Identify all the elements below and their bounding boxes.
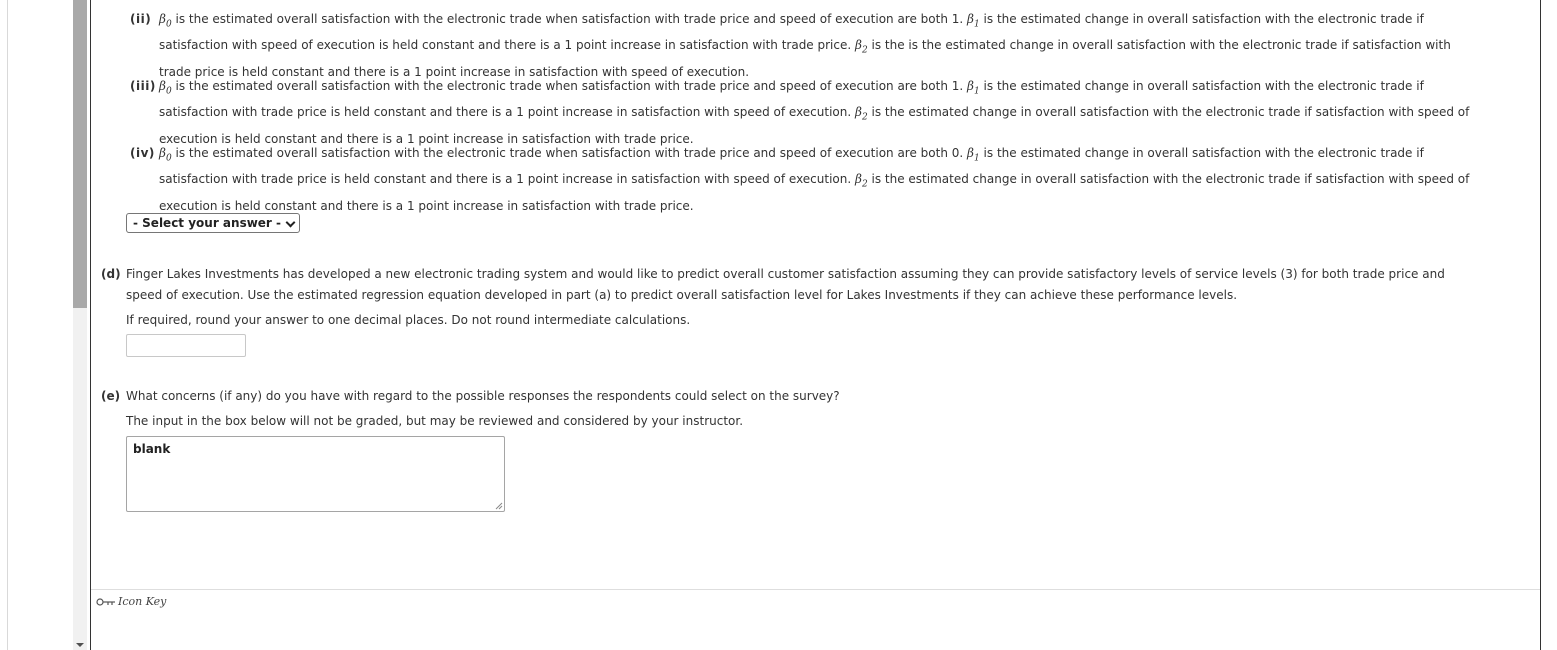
option-sentence-1: is the estimated overall satisfaction with the electronic trade when satisfaction with trade price and speed of execution are both 1. <box>175 79 964 93</box>
option-sentence-2: is the estimated change in overall satisfaction with the electronic trade if <box>983 146 1424 160</box>
beta-1-symbol: $\beta_1$ <box>967 146 980 164</box>
part-d-line-2: speed of execution. Use the estimated regression equation developed in part (a) to predict overall satisfaction level for Lakes Investments if they can achieve these performance levels. <box>126 288 1238 302</box>
option-sentence-5: execution is held constant and there is a 1 point increase in satisfaction with trade price. <box>159 131 694 146</box>
option-label: (ii) <box>130 12 152 26</box>
content-right-border <box>1540 0 1541 650</box>
answer-select-dropdown[interactable] <box>126 213 300 233</box>
scroll-down-arrow-icon[interactable] <box>76 643 84 647</box>
beta-0-symbol: $\beta_0$ <box>159 79 172 97</box>
option-sentence-5: execution is held constant and there is a 1 point increase in satisfaction with trade price. <box>159 198 694 213</box>
option-text <box>130 76 1535 150</box>
scrollbar-thumb[interactable] <box>73 0 87 308</box>
textarea-value: blank <box>133 442 171 456</box>
beta-2-symbol: $\beta_2$ <box>855 105 868 123</box>
question-part-e <box>101 386 1521 407</box>
beta-0-symbol: $\beta_0$ <box>159 146 172 164</box>
page-left-border <box>7 0 8 650</box>
key-icon <box>96 597 116 607</box>
beta-2-symbol: $\beta_2$ <box>855 38 868 56</box>
content-left-border <box>90 0 91 650</box>
option-text <box>130 9 1535 83</box>
part-d-text <box>101 264 1521 306</box>
part-d-rounding-note: If required, round your answer to one decimal places. Do not round intermediate calculations. <box>126 313 691 327</box>
beta-1-symbol: $\beta_1$ <box>967 79 980 97</box>
resize-handle-icon[interactable] <box>495 502 503 510</box>
footer-divider <box>91 589 1540 590</box>
option-sentence-4: is the estimated change in overall satisfaction with the electronic trade if satisfaction with speed of <box>871 172 1470 187</box>
icon-key-label: Icon Key <box>118 595 167 608</box>
option-label: (iv) <box>130 146 155 160</box>
part-e-label: (e) <box>101 389 121 403</box>
option-label: (iii) <box>130 79 156 93</box>
part-d-answer-input[interactable] <box>126 334 246 357</box>
part-e-grading-note: The input in the box below will not be graded, but may be reviewed and considered by your instructor. <box>126 414 744 428</box>
beta-1-symbol: $\beta_1$ <box>967 12 980 30</box>
part-e-question: What concerns (if any) do you have with regard to the possible responses the respondents could select on the survey? <box>126 389 840 403</box>
part-d-label: (d) <box>101 267 121 281</box>
select-value: - Select your answer - <box>133 216 282 230</box>
part-d-line-1: Finger Lakes Investments has developed a new electronic trading system and would like to predict overall customer satisfaction assuming they can provide satisfactory levels of service levels (3) for both trade price and <box>126 267 1445 281</box>
option-sentence-4: is the estimated change in overall satisfaction with the electronic trade if satisfaction with speed of <box>871 105 1470 120</box>
option-sentence-5: trade price is held constant and there is a 1 point increase in satisfaction with speed of execution. <box>159 64 750 79</box>
answer-option-iii <box>130 76 1535 150</box>
option-sentence-1: is the estimated overall satisfaction with the electronic trade when satisfaction with trade price and speed of execution are both 0. <box>175 146 964 160</box>
option-sentence-3: satisfaction with trade price is held constant and there is a 1 point increase in satisfaction with speed of execution. <box>159 172 852 187</box>
option-sentence-3: satisfaction with speed of execution is held constant and there is a 1 point increase in satisfaction with trade price. <box>159 38 852 53</box>
option-sentence-2: is the estimated change in overall satisfaction with the electronic trade if <box>983 12 1424 26</box>
scrollbar[interactable] <box>73 0 87 650</box>
option-sentence-3: satisfaction with trade price is held constant and there is a 1 point increase in satisfaction with speed of execution. <box>159 105 852 120</box>
beta-2-symbol: $\beta_2$ <box>855 172 868 190</box>
answer-option-ii <box>130 9 1535 83</box>
question-part-d <box>101 264 1521 306</box>
part-e-response-textarea[interactable] <box>126 436 505 512</box>
option-sentence-4: is the is the estimated change in overall satisfaction with the electronic trade if satisfaction with <box>871 38 1451 53</box>
icon-key-link[interactable] <box>96 595 166 608</box>
beta-0-symbol: $\beta_0$ <box>159 12 172 30</box>
option-text <box>130 143 1535 217</box>
chevron-down-icon <box>286 218 296 228</box>
answer-option-iv <box>130 143 1535 217</box>
option-sentence-2: is the estimated change in overall satisfaction with the electronic trade if <box>983 79 1424 93</box>
option-sentence-1: is the estimated overall satisfaction with the electronic trade when satisfaction with trade price and speed of execution are both 1. <box>175 12 964 26</box>
